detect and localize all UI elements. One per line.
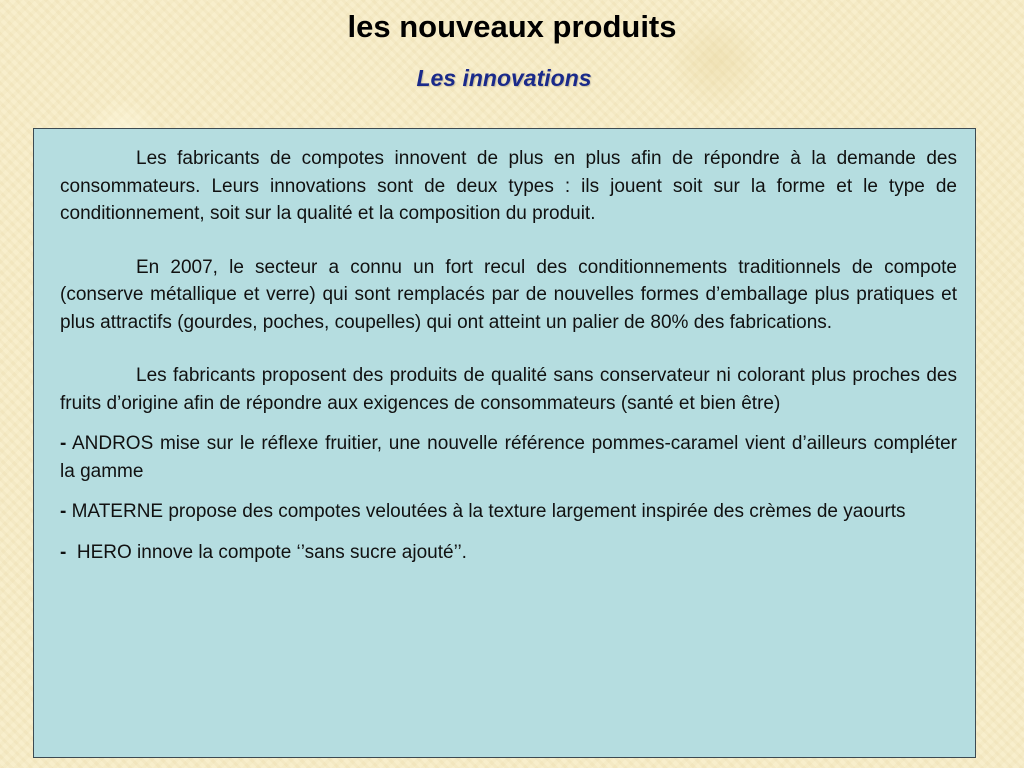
spacer <box>60 336 957 362</box>
bullet-text: ANDROS mise sur le réflexe fruitier, une nouvelle référence pommes-caramel vient d’ailleurs compléter la gamme <box>60 433 957 482</box>
bullet-dash: - <box>60 433 67 454</box>
spacer <box>60 526 957 539</box>
bullet-dash: - <box>60 541 67 563</box>
bullet-text: MATERNE propose des compotes veloutées à la texture largement inspirée des crèmes de yaourts <box>66 501 906 522</box>
page-title: les nouveaux produits <box>347 9 677 44</box>
paragraph-quality: Les fabricants proposent des produits de qualité sans conservateur ni colorant plus proches des fruits d’origine afin de répondre aux exigences de consommateurs (santé et bien être) <box>60 365 957 414</box>
bullet-hero <box>60 539 957 567</box>
spacer <box>60 417 957 430</box>
spacer <box>60 485 957 498</box>
spacer <box>60 228 957 254</box>
content-box <box>33 128 976 758</box>
paragraph-intro: Les fabricants de compotes innovent de plus en plus afin de répondre à la demande des consommateurs. Leurs innovations sont de deux types : ils jouent soit sur la forme et le type de conditionnement, soit sur la qualité et la composition du produit. <box>60 148 957 224</box>
page-subtitle: Les innovations <box>416 65 592 91</box>
paragraph-packaging: En 2007, le secteur a connu un fort recul des conditionnements traditionnels de compote (conserve métallique et verre) qui sont remplacés par de nouvelles formes d’emballage plus pratiques et plus attractifs (gourdes, poches, coupelles) qui ont atteint un palier de 80% des fabrications. <box>60 256 957 333</box>
bullet-text: HERO innove la compote ‘’sans sucre ajouté’’. <box>66 541 467 563</box>
bullet-andros <box>60 430 957 485</box>
bullet-materne <box>60 498 957 526</box>
bullet-dash: - <box>60 501 67 522</box>
